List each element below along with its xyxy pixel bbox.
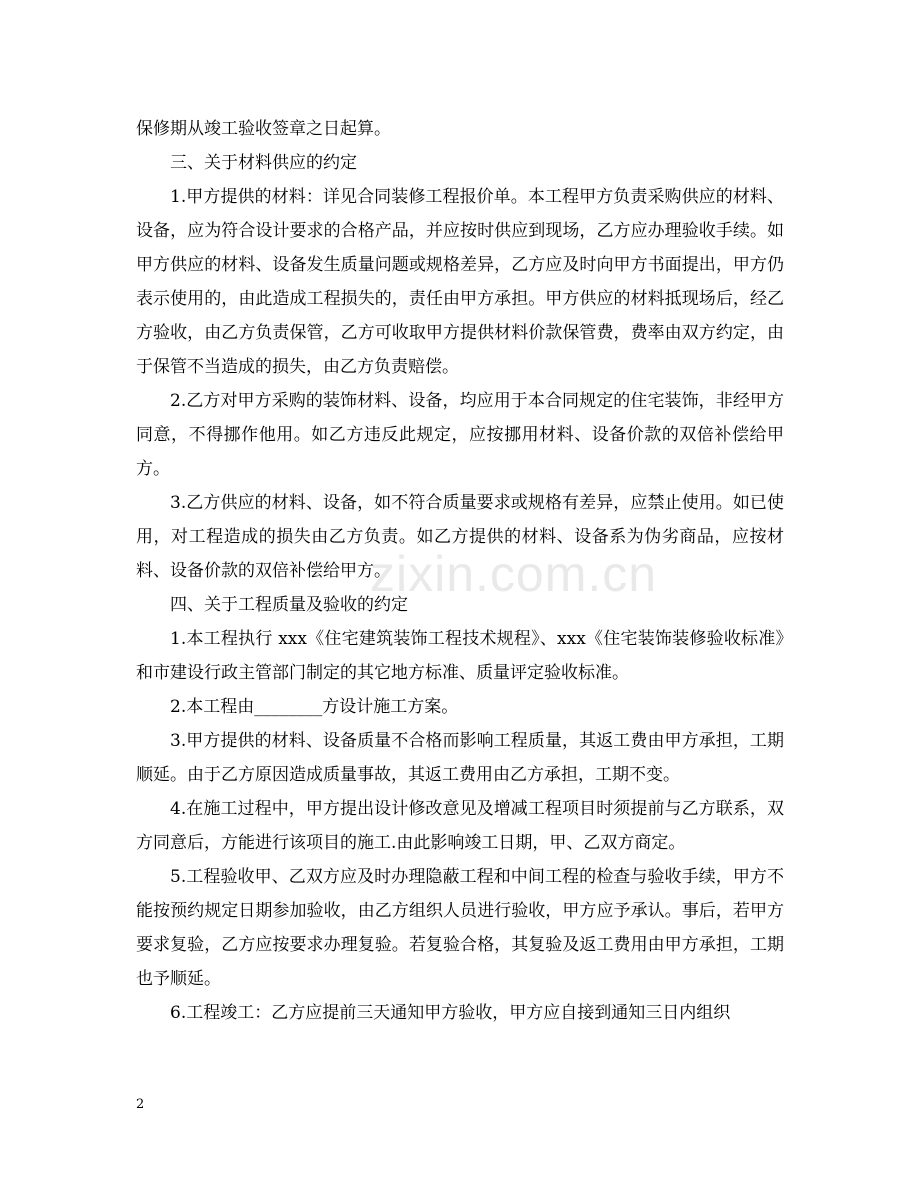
paragraph-clause-4-3: 3.甲方提供的材料、设备质量不合格而影响工程质量，其返工费由甲方承担，工期顺延。由于乙方原因造成质量事故，其返工费用由乙方承担，工期不变。 [136, 731, 784, 785]
paragraph-clause-3-3: 3.乙方供应的材料、设备，如不符合质量要求或规格有差异，应禁止使用。如已使用，对工程造成的损失由乙方负责。如乙方提供的材料、设备系为伪劣商品，应按材料、设备价款的双倍补偿给甲方。 [136, 493, 784, 581]
section-heading-quality-acceptance: 四、关于工程质量及验收的约定 [170, 595, 408, 615]
watermark: zixin.com.cn [370, 546, 658, 602]
section-heading-material-supply: 三、关于材料供应的约定 [170, 153, 357, 173]
paragraph-clause-4-5: 5.工程验收甲、乙双方应及时办理隐蔽工程和中间工程的检查与验收手续，甲方不能按预约规定日期参加验收，由乙方组织人员进行验收，甲方应予承认。事后，若甲方要求复验，乙方应按要求办理复验。若复验合格，其复验及返工费用由甲方承担，工期也予顺延。 [136, 867, 784, 989]
paragraph-clause-3-2: 2.乙方对甲方采购的装饰材料、设备，均应用于本合同规定的住宅装饰，非经甲方同意，不得挪作他用。如乙方违反此规定，应按挪用材料、设备价款的双倍补偿给甲方。 [136, 391, 784, 479]
paragraph-clause-4-4: 4.在施工过程中，甲方提出设计修改意见及增减工程项目时须提前与乙方联系，双方同意后，方能进行该项目的施工.由此影响竣工日期，甲、乙双方商定。 [136, 799, 784, 853]
page-number: 2 [136, 1097, 145, 1112]
document-body [136, 112, 784, 1030]
paragraph-clause-4-6: 6.工程竣工：乙方应提前三天通知甲方验收，甲方应自接到通知三日内组织 [170, 1003, 731, 1023]
paragraph-clause-4-1: 1.本工程执行 xxx《住宅建筑装饰工程技术规程》、xxx《住宅装饰装修验收标准》和市建设行政主管部门制定的其它地方标准、质量评定验收标准。 [136, 629, 784, 683]
paragraph-warranty-period: 保修期从竣工验收签章之日起算。 [136, 119, 391, 139]
paragraph-clause-3-1: 1.甲方提供的材料：详见合同装修工程报价单。本工程甲方负责采购供应的材料、设备，应为符合设计要求的合格产品，并应按时供应到现场，乙方应办理验收手续。如甲方供应的材料、设备发生质量问题或规格差异，乙方应及时向甲方书面提出，甲方仍表示使用的，由此造成工程损失的，责任由甲方承担。甲方供应的材料抵现场后，经乙方验收，由乙方负责保管，乙方可收取甲方提供材料价款保管费，费率由双方约定，由于保管不当造成的损失，由乙方负责赔偿。 [136, 187, 784, 377]
paragraph-clause-4-2: 2.本工程由________方设计施工方案。 [170, 697, 459, 717]
